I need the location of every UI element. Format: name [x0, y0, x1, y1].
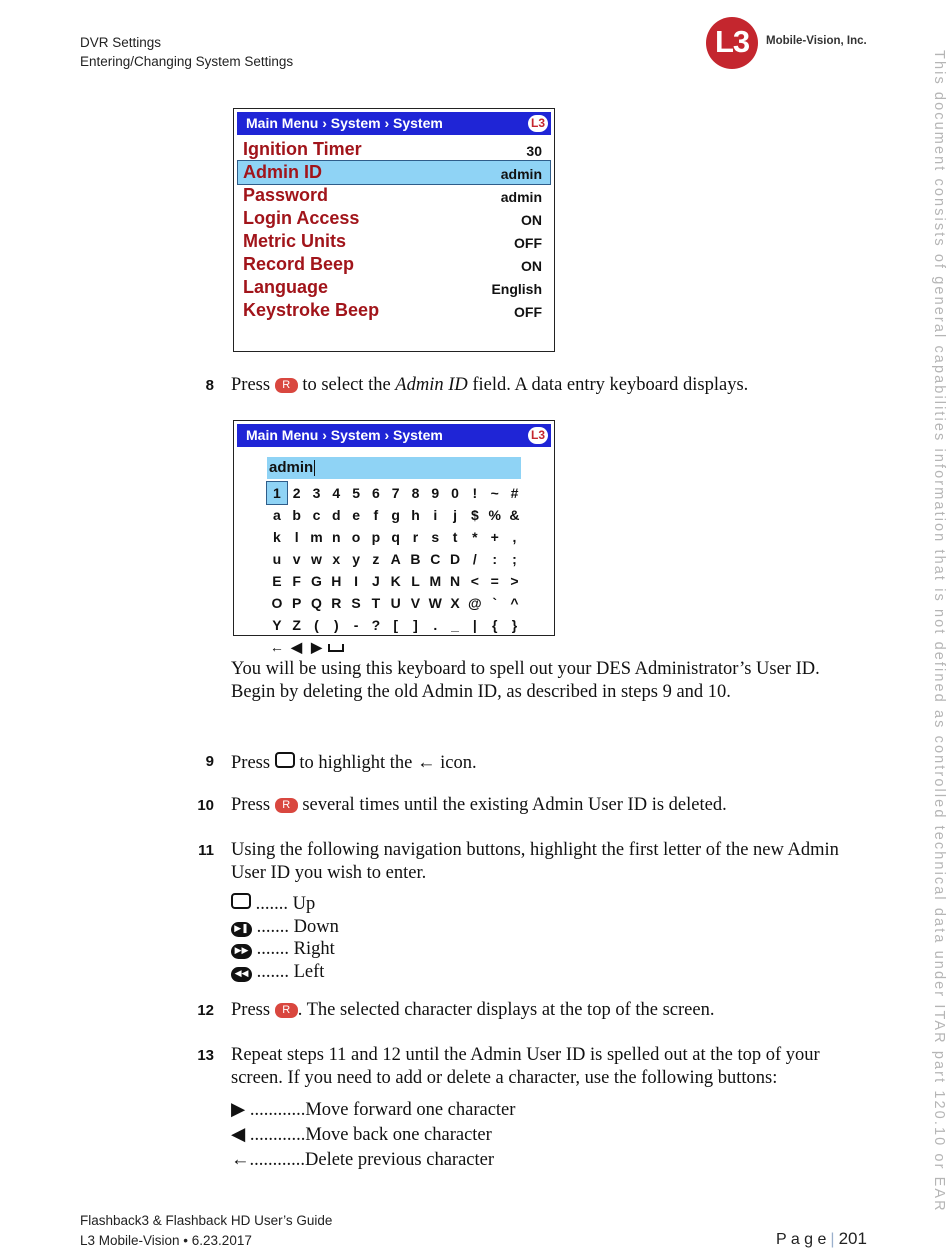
delete-item: ←............Delete previous character: [231, 1148, 495, 1170]
keyboard-key[interactable]: E: [272, 573, 282, 589]
keyboard-key[interactable]: V: [410, 595, 421, 611]
keyboard-key[interactable]: M: [429, 573, 442, 589]
up-button-icon: [275, 752, 295, 768]
play-pause-button-icon: ▶❚: [231, 922, 252, 937]
instruction-paragraph: You will be using this keyboard to spell out your DES Administrator’s User ID. Begin by deleting the old Admin ID, as described in steps 9 and 10.: [231, 659, 820, 702]
l3-logo-icon: L3: [706, 17, 758, 69]
keyboard-key[interactable]: h: [411, 507, 420, 523]
l3-badge-icon: L3: [528, 115, 548, 132]
space-key[interactable]: [326, 636, 346, 658]
step-number: 8: [205, 377, 214, 394]
keyboard-key[interactable]: z: [372, 551, 380, 567]
keyboard-key[interactable]: {: [491, 617, 498, 633]
keyboard-key[interactable]: 7: [391, 485, 400, 501]
keyboard-key[interactable]: :: [492, 551, 497, 567]
keyboard-key[interactable]: b: [292, 507, 301, 523]
keyboard-key[interactable]: <: [470, 573, 479, 589]
keyboard-key[interactable]: m: [310, 529, 323, 545]
keyboard-row: [267, 548, 524, 570]
setting-row-password[interactable]: Password admin: [243, 185, 542, 205]
setting-row-record-beep[interactable]: Record Beep ON: [243, 254, 542, 274]
keyboard-row: [267, 592, 524, 614]
keyboard-nav-row: [267, 636, 524, 658]
footer-date: L3 Mobile-Vision • 6.23.2017: [80, 1233, 252, 1248]
step-9-text: Press to highlight the ← icon.: [231, 751, 477, 773]
keyboard-key[interactable]: ;: [512, 551, 517, 567]
setting-row-login-access[interactable]: Login Access ON: [243, 208, 542, 228]
keyboard-key[interactable]: c: [312, 507, 321, 523]
keyboard-key[interactable]: d: [332, 507, 341, 523]
running-header: [80, 33, 293, 71]
keyboard-key[interactable]: r: [412, 529, 419, 545]
screen-title-bar: [237, 112, 551, 135]
delete-arrow-key[interactable]: ←: [269, 639, 284, 655]
navigation-button-list: [231, 893, 339, 983]
keyboard-key[interactable]: `: [492, 595, 497, 611]
keyboard-key[interactable]: y: [352, 551, 360, 567]
keyboard-key[interactable]: 3: [312, 485, 321, 501]
keyboard-key[interactable]: F: [292, 573, 301, 589]
keyboard-key[interactable]: [: [393, 617, 399, 633]
keyboard-key[interactable]: 9: [431, 485, 440, 501]
keyboard-key[interactable]: e: [352, 507, 360, 523]
step-number: 11: [198, 842, 214, 859]
step-10-text: Press R several times until the existing Admin User ID is deleted.: [231, 795, 727, 815]
keyboard-key[interactable]: 8: [411, 485, 420, 501]
keyboard-key[interactable]: G: [311, 573, 322, 589]
keyboard-key[interactable]: &: [509, 507, 520, 523]
keyboard-key[interactable]: ?: [371, 617, 381, 633]
step-8-text: Press R to select the Admin ID field. A data entry keyboard displays.: [231, 375, 749, 395]
keyboard-key[interactable]: T: [371, 595, 381, 611]
keyboard-key[interactable]: a: [273, 507, 281, 523]
keyboard-row: [267, 614, 524, 636]
setting-row-metric-units[interactable]: Metric Units OFF: [243, 231, 542, 251]
rewind-button-icon: ◀◀: [231, 967, 252, 982]
keyboard-key[interactable]: l: [294, 529, 299, 545]
keyboard-key[interactable]: x: [332, 551, 341, 567]
step-13-text: Repeat steps 11 and 12 until the Admin User ID is spelled out at the top of your screen. If you need to add or delete a character, use the following buttons:: [231, 1045, 820, 1088]
step-11-text: Using the following navigation buttons, highlight the first letter of the new Admin User ID you wish to enter.: [231, 840, 839, 883]
keyboard-row: [267, 482, 524, 504]
edit-button-list: [231, 1097, 515, 1172]
r-button-icon: R: [275, 378, 298, 393]
forward-triangle-icon: ▶: [231, 1098, 246, 1119]
nav-down-item: ▶❚ ....... Down: [231, 916, 339, 939]
admin-id-entry-field[interactable]: admin: [267, 457, 521, 479]
keyboard-key[interactable]: K: [390, 573, 401, 589]
breadcrumb: Main Menu › System › System: [246, 115, 443, 131]
nav-up-item: ....... Up: [231, 893, 339, 916]
up-button-icon: [231, 893, 251, 909]
r-button-icon: R: [275, 1003, 298, 1018]
keyboard-key[interactable]: +: [490, 529, 499, 545]
forward-key[interactable]: ▶: [311, 639, 322, 655]
footer: [80, 1211, 332, 1251]
keyboard-key[interactable]: R: [331, 595, 342, 611]
l3-badge-icon: L3: [528, 427, 548, 444]
keyboard-key[interactable]: %: [488, 507, 501, 523]
keyboard-key[interactable]: ): [333, 617, 339, 633]
keyboard-key[interactable]: H: [331, 573, 342, 589]
keyboard-key[interactable]: J: [371, 573, 380, 589]
page-number: P a g e | 201: [776, 1229, 867, 1248]
r-button-icon: R: [275, 798, 298, 813]
keyboard-key[interactable]: C: [430, 551, 441, 567]
keyboard-key[interactable]: 2: [292, 485, 301, 501]
keyboard-key[interactable]: B: [410, 551, 421, 567]
keyboard-key[interactable]: =: [490, 573, 499, 589]
footer-guide-title: Flashback3 & Flashback HD User’s Guide: [80, 1213, 333, 1228]
fast-forward-button-icon: ▶▶: [231, 944, 252, 959]
header-section: DVR Settings: [80, 35, 162, 50]
keyboard-key[interactable]: ~: [490, 485, 499, 501]
data-entry-keyboard-screen: [233, 420, 555, 655]
keyboard-row: [267, 570, 524, 592]
breadcrumb: Main Menu › System › System: [246, 427, 443, 443]
move-forward-item: ▶ ............Move forward one character: [231, 1098, 516, 1120]
keyboard-key[interactable]: 0: [451, 485, 459, 501]
step-number: 13: [197, 1047, 214, 1064]
keyboard-key[interactable]: N: [450, 573, 461, 589]
keyboard-key[interactable]: 5: [352, 485, 360, 501]
step-number: 9: [205, 753, 214, 770]
keyboard-key[interactable]: p: [371, 529, 381, 545]
step-12-text: Press R . The selected character displays at the top of the screen.: [231, 1000, 715, 1020]
setting-row-admin-id[interactable]: Admin ID admin: [238, 161, 550, 184]
keyboard-key[interactable]: (: [314, 617, 319, 633]
keyboard-key[interactable]: |: [472, 617, 477, 633]
move-back-item: ◀ ............Move back one character: [231, 1123, 492, 1145]
keyboard-key[interactable]: @: [468, 595, 482, 611]
back-arrow-icon: ←: [231, 1148, 250, 1169]
keyboard-key[interactable]: ,: [512, 529, 517, 545]
text-caret: [314, 460, 315, 476]
keyboard-key[interactable]: n: [332, 529, 341, 545]
keyboard-key[interactable]: w: [311, 551, 322, 567]
keyboard-key[interactable]: L: [411, 573, 420, 589]
back-triangle-icon: ◀: [231, 1123, 246, 1144]
keyboard-key[interactable]: Y: [272, 617, 282, 633]
side-notice: This document consists of general capabilities information that is not defined as controlled technical data under ITAR part 120.10 or EAR: [931, 50, 947, 1213]
keyboard-key[interactable]: O: [271, 595, 283, 611]
keyboard-key[interactable]: j: [453, 507, 458, 523]
screen-title-bar: [237, 424, 551, 447]
keyboard-key[interactable]: t: [452, 529, 458, 545]
keyboard-key[interactable]: #: [510, 485, 519, 501]
step-number: 12: [197, 1002, 214, 1019]
keyboard-key[interactable]: o: [351, 529, 361, 545]
keyboard-key[interactable]: s: [431, 529, 440, 545]
keyboard-key[interactable]: 1: [267, 482, 287, 504]
character-keyboard: [267, 482, 524, 658]
setting-row-keystroke-beep[interactable]: Keystroke Beep OFF: [243, 300, 542, 320]
system-settings-screen: [233, 108, 555, 352]
keyboard-key[interactable]: q: [391, 529, 400, 545]
keyboard-key[interactable]: *: [472, 529, 478, 545]
nav-left-item: ◀◀ ....... Left: [231, 961, 339, 984]
space-icon: [328, 644, 344, 652]
setting-row-language[interactable]: Language English: [243, 277, 542, 297]
back-key[interactable]: ◀: [291, 639, 303, 655]
keyboard-key[interactable]: U: [390, 595, 401, 611]
keyboard-key[interactable]: Z: [292, 617, 301, 633]
keyboard-key[interactable]: ]: [413, 617, 418, 633]
keyboard-key[interactable]: Q: [311, 595, 322, 611]
keyboard-key[interactable]: -: [353, 617, 359, 633]
keyboard-key[interactable]: $: [470, 507, 479, 523]
keyboard-key[interactable]: !: [472, 485, 478, 501]
step-number: 10: [197, 797, 214, 814]
keyboard-key[interactable]: f: [373, 507, 379, 523]
keyboard-key[interactable]: X: [450, 595, 460, 611]
keyboard-key[interactable]: .: [433, 617, 438, 633]
nav-right-item: ▶▶ ....... Right: [231, 938, 339, 961]
keyboard-key[interactable]: v: [292, 551, 301, 567]
company-logo: [706, 17, 876, 69]
keyboard-key[interactable]: W: [428, 595, 442, 611]
keyboard-key[interactable]: 6: [371, 485, 380, 501]
keyboard-key[interactable]: S: [351, 595, 361, 611]
keyboard-key[interactable]: i: [433, 507, 438, 523]
back-arrow-icon: ←: [417, 751, 436, 772]
keyboard-key[interactable]: g: [391, 507, 400, 523]
keyboard-key[interactable]: ^: [510, 595, 519, 611]
header-subsection: Entering/Changing System Settings: [80, 54, 294, 69]
keyboard-key[interactable]: P: [292, 595, 302, 611]
keyboard-key[interactable]: u: [272, 551, 282, 567]
setting-row-ignition-timer[interactable]: Ignition Timer 30: [243, 139, 542, 159]
keyboard-row: [267, 526, 524, 548]
keyboard-key[interactable]: A: [390, 551, 401, 567]
keyboard-key[interactable]: k: [273, 529, 281, 545]
keyboard-key[interactable]: 4: [332, 485, 341, 501]
keyboard-key[interactable]: >: [510, 573, 519, 589]
keyboard-key[interactable]: _: [451, 617, 459, 633]
keyboard-key[interactable]: D: [450, 551, 461, 567]
logo-text: Mobile-Vision, Inc.: [766, 35, 867, 47]
keyboard-key[interactable]: /: [472, 551, 477, 567]
keyboard-key[interactable]: I: [354, 573, 359, 589]
keyboard-key[interactable]: }: [511, 617, 518, 633]
keyboard-row: [267, 504, 524, 526]
